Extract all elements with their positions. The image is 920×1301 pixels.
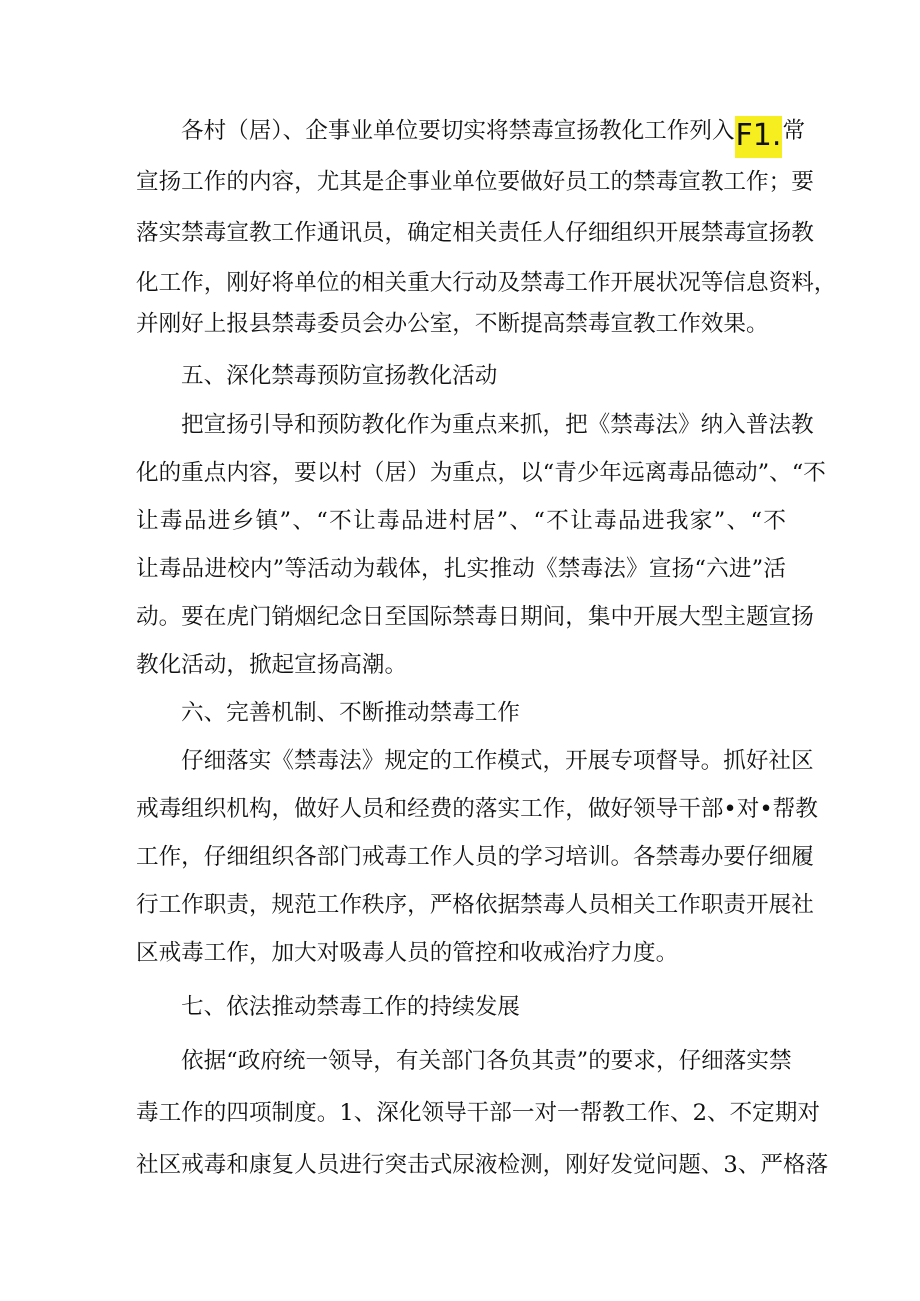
- paragraph-line: 让毒品进校内”等活动为载体，扎实推动《禁毒法》宣扬“六进”活: [136, 556, 786, 582]
- paragraph-line: 教化活动，掀起宣扬高潮。: [136, 652, 408, 678]
- text-segment: 各村（居）、企事业单位要切实将禁毒宣扬教化工作列入: [181, 118, 735, 144]
- highlighted-mark: F1.: [735, 116, 783, 158]
- text-segment: 常: [782, 118, 806, 144]
- paragraph-line: [136, 114, 806, 153]
- paragraph-line: 落实禁毒宣教工作通讯员，确定相关责任人仔细组织开展禁毒宣扬教: [136, 220, 814, 246]
- paragraph-line: 并刚好上报县禁毒委员会办公室，不断提高禁毒宣教工作效果。: [136, 311, 769, 337]
- paragraph-line: 动。要在虎门销烟纪念日至国际禁毒日期间，集中开展大型主题宣扬: [136, 604, 814, 630]
- paragraph-line: 行工作职责，规范工作秩序，严格依据禁毒人员相关工作职责开展社: [136, 892, 814, 918]
- paragraph-line: 依据“政府统一领导，有关部门各负其责”的要求，仔细落实禁: [181, 1048, 792, 1074]
- paragraph-line: 让毒品进乡镇”、“不让毒品进村居”、“不让毒品进我家”、“不: [136, 508, 786, 534]
- paragraph-line: 社区戒毒和康复人员进行突击式尿液检测，刚好发觉问题、3、严格落: [136, 1152, 829, 1178]
- section-heading: 七、依法推动禁毒工作的持续发展: [181, 994, 520, 1020]
- paragraph-line: 区戒毒工作，加大对吸毒人员的管控和收戒治疗力度。: [136, 940, 679, 966]
- paragraph-line: 毒工作的四项制度。1、深化领导干部一对一帮教工作、2、不定期对: [136, 1100, 820, 1126]
- paragraph-line: 戒毒组织机构，做好人员和经费的落实工作，做好领导干部•对•帮教: [136, 796, 818, 822]
- paragraph-line: 化的重点内容，要以村（居）为重点，以“青少年远离毒品德动”、“不: [136, 460, 826, 486]
- paragraph-line: 仔细落实《禁毒法》规定的工作模式，开展专项督导。抓好社区: [181, 748, 814, 774]
- paragraph-line: 宣扬工作的内容，尤其是企事业单位要做好员工的禁毒宣教工作；要: [136, 169, 814, 195]
- section-heading: 五、深化禁毒预防宣扬教化活动: [181, 363, 498, 389]
- paragraph-line: 化工作，刚好将单位的相关重大行动及禁毒工作开展状况等信息资料，: [136, 270, 837, 296]
- paragraph-line: 工作，仔细组织各部门戒毒工作人员的学习培训。各禁毒办要仔细履: [136, 844, 814, 870]
- section-heading: 六、完善机制、不断推动禁毒工作: [181, 700, 520, 726]
- paragraph-line: 把宣扬引导和预防教化作为重点来抓，把《禁毒法》纳入普法教: [181, 412, 814, 438]
